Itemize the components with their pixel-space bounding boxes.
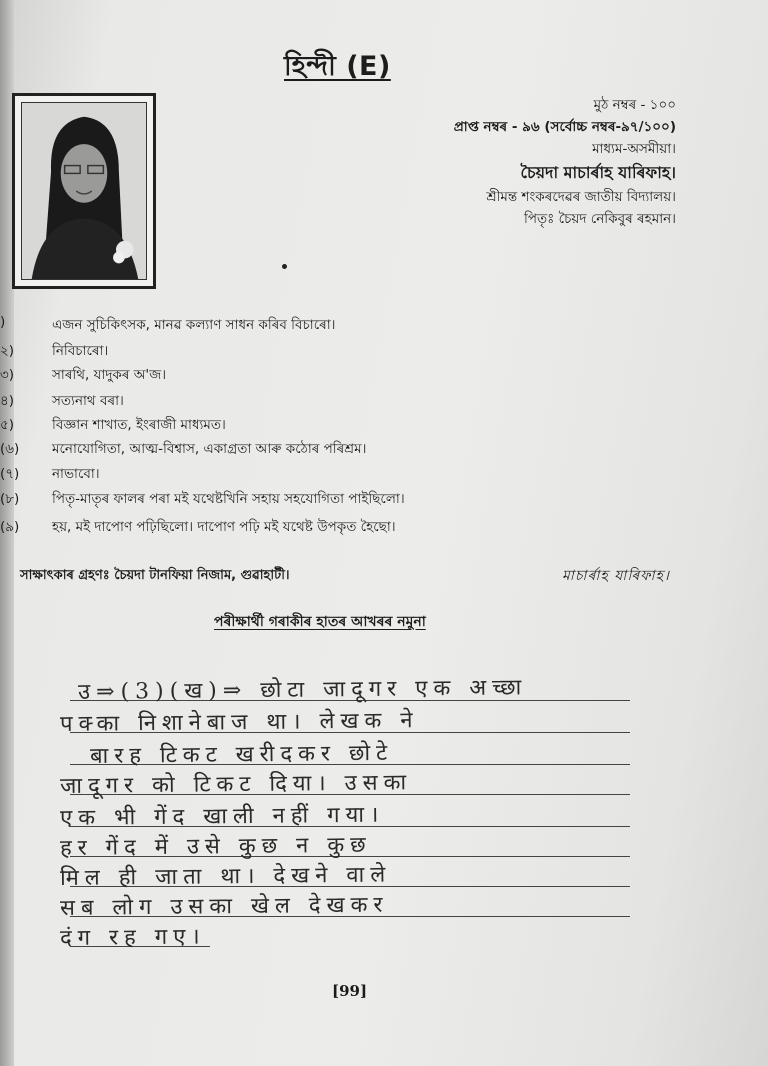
answer-number: (৬)	[0, 441, 20, 457]
handwriting-line: सब लोग उसका खेल देखकर	[59, 892, 389, 921]
answer-number: (৮)	[0, 491, 20, 507]
answer-text: নাভাবো।	[52, 466, 100, 482]
page-number: [99]	[332, 982, 368, 1000]
answer-number: ৩)	[0, 367, 15, 383]
handwriting-line: जादूगर को टिकट दिया। उसका	[59, 770, 413, 799]
answer-text: সত্যনাথ বৰা।	[52, 393, 124, 409]
answer-text: হয়, মই দাপোণ পঢ়িছিলো। দাপোণ পঢ়ি মই যথেষ্ট উপকৃত হৈছো।	[52, 519, 396, 535]
handwriting-line: उ⇒(3)(ख)⇒ छोटा जादूगर एक अच्छा	[77, 675, 528, 705]
interview-label: সাক্ষাৎকাৰ গ্ৰহণঃ	[20, 568, 110, 583]
student-signature: মাচাৰ্ৰাহ যাৰিফাহ।	[562, 568, 670, 584]
interview-credit	[20, 566, 290, 587]
speck	[282, 264, 287, 269]
answer-number: ৪)	[0, 393, 15, 409]
answer-text: বিজ্ঞান শাখাত, ইংৰাজী মাধ্যমত।	[52, 417, 226, 433]
father-name: পিতৃঃ চৈয়দ নেকিবুৰ ৰহমান।	[524, 211, 676, 227]
student-photo	[21, 102, 147, 280]
full-marks: মুঠ নম্বৰ - ১০০	[593, 97, 676, 113]
handwriting-line: पक्का निशानेबाज था। लेखक ने	[59, 708, 419, 737]
answer-text: সাৰথি, যাদুকৰ অ'জ।	[52, 367, 167, 383]
student-info	[276, 94, 676, 230]
student-name: চৈয়দা মাচাৰ্ৰাহ যাৰিফাহ।	[520, 163, 676, 182]
page-title: হিন্দী (E)	[284, 51, 391, 82]
answer-number: (৭)	[0, 466, 20, 482]
answer-text: পিতৃ-মাতৃৰ ফালৰ পৰা মই যথেষ্টখিনি সহায় সহযোগিতা পাইছিলো।	[52, 491, 405, 507]
answer-text: নিবিচাৰো।	[52, 343, 109, 359]
handwriting-sample	[60, 676, 660, 966]
handwriting-line: बारह टिकट खरीदकर छोटे	[89, 740, 394, 769]
answer-number: ২)	[0, 343, 15, 359]
answer-number: ৫)	[0, 417, 15, 433]
handwriting-line: हर गेंद में उसे कुछ न कुछ	[59, 832, 372, 861]
interviewer-name: চৈয়দা টানফিয়া নিজাম, গুৱাহাটী।	[114, 568, 290, 583]
answer-number: (৯)	[0, 519, 20, 535]
answer-text: মনোযোগিতা, আত্ম-বিশ্বাস, একাগ্ৰতা আৰু কঠোৰ পৰিশ্ৰম।	[52, 441, 367, 457]
answer-number: )	[0, 314, 6, 330]
handwriting-line: दंग रह गए।	[59, 924, 206, 951]
handwriting-line: एक भी गेंद खाली नहीं गया।	[59, 802, 385, 831]
medium: মাধ্যম-অসমীয়া।	[592, 141, 676, 157]
obtained-marks: প্ৰাপ্ত নম্বৰ - ৯৬ (সৰ্বোচ্চ নম্বৰ-৯৭/১০০)	[453, 119, 676, 135]
answer-text: এজন সুচিকিৎসক, মানৱ কল্যাণ সাধন কৰিব বিচাৰো।	[52, 317, 336, 333]
student-photo-frame	[12, 93, 156, 289]
school-name: শ্ৰীমন্ত শংকৰদেৱৰ জাতীয় বিদ্যালয়।	[486, 189, 676, 205]
portrait-image	[22, 103, 146, 279]
handwriting-line: मिल ही जाता था। देखने वाले	[59, 862, 392, 891]
handwriting-sample-heading: পৰীক্ষাৰ্থী গৰাকীৰ হাতৰ আখৰৰ নমুনা	[214, 614, 426, 630]
